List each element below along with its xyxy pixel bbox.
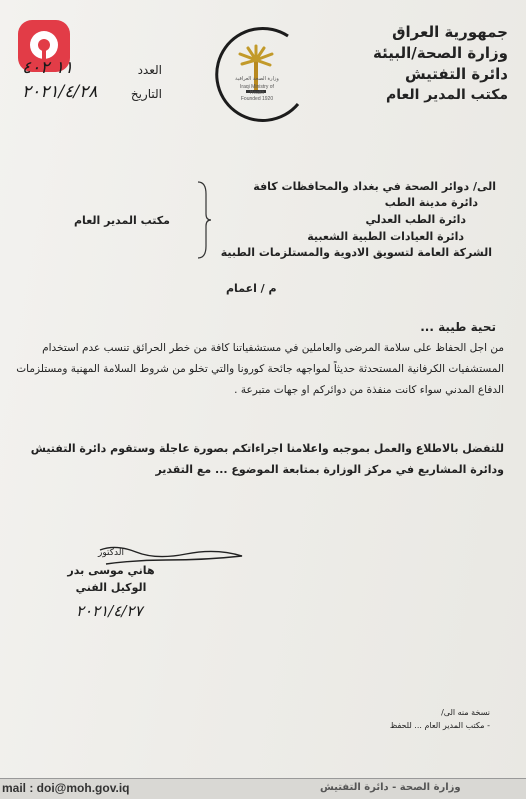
recipient-item: دائرة الطب العدلي [365, 213, 466, 226]
header-directorate: دائرة التفتيش [404, 65, 508, 83]
recipient-item: الشركة العامة لتسويق الادوية والمستلزمات الطبية [220, 246, 492, 259]
copies-line: - مكتب المدير العام ... للحفظ [389, 721, 490, 730]
signature-date: ٢٠٢١/٤/٢٧ [76, 602, 143, 620]
header-office: مكتب المدير العام [385, 87, 508, 103]
recipient-to: الى/ دوائر الصحة في بغداد والمحافظات كافة [253, 180, 496, 193]
number-value: ١١ ٤٠٢ [22, 58, 74, 78]
date-value: ٢٠٢١/٤/٢٨ [22, 82, 98, 102]
footer-email[interactable]: mail : doi@moh.gov.iq [2, 781, 130, 795]
logo-english-caption: Iraqi Ministry of Health Founded 1920 [240, 84, 274, 102]
signature-position: الوكيل الفني [75, 581, 147, 594]
copies-block [330, 706, 490, 732]
date-label: التاريخ [130, 87, 162, 101]
number-label: العدد [137, 63, 162, 77]
subject-line: م / اعمام [226, 282, 277, 295]
header-authority-block [358, 22, 508, 106]
body-paragraph: من اجل الحفاظ على سلامة المرضى والعاملين في مستشفياتنا كافة من خطر الحرائق تنسب عدم استخدام المستشفيات الكرفانية المستحدثة حديثاً لمواجهه جائحة كورونا والتي تخلو من شروط السلامة المهنية ومستلزمات الدفاع المدني سواء كانت منفذة من دوائركم او جهات متبرعة . [16, 342, 504, 396]
signature-title-prefix: الدكتور [98, 548, 124, 558]
cc-office-label: مكتب المدير العام [74, 214, 170, 227]
signature-block [66, 545, 156, 596]
copies-header: نسخة منه الى/ [441, 708, 490, 717]
footer-department: وزارة الصحة - دائرة التفتيش [320, 782, 461, 793]
signature-name: هاني موسى بدر [67, 564, 155, 577]
header-country: جمهورية العراق [392, 23, 508, 41]
logo-arabic-caption: وزارة الصحة العراقية [235, 76, 279, 82]
reference-block [22, 58, 162, 106]
brace-icon [196, 180, 212, 260]
recipient-item: دائرة مدينة الطب [384, 196, 478, 209]
greeting: تحية طيبة ... [420, 320, 496, 334]
footer-bar [0, 778, 526, 799]
header-ministry: وزارة الصحة/البيئة [373, 44, 508, 62]
recipient-item: دائرة العيادات الطبية الشعبية [307, 230, 464, 243]
action-paragraph: للتفضل بالاطلاع والعمل بموجبه واعلامنا اجراءاتكم بصورة عاجلة وستقوم دائرة التفتيش ودائرة المشاريع في مركز الوزارة بمتابعة الموضوع ... مع التقدير [30, 442, 504, 476]
